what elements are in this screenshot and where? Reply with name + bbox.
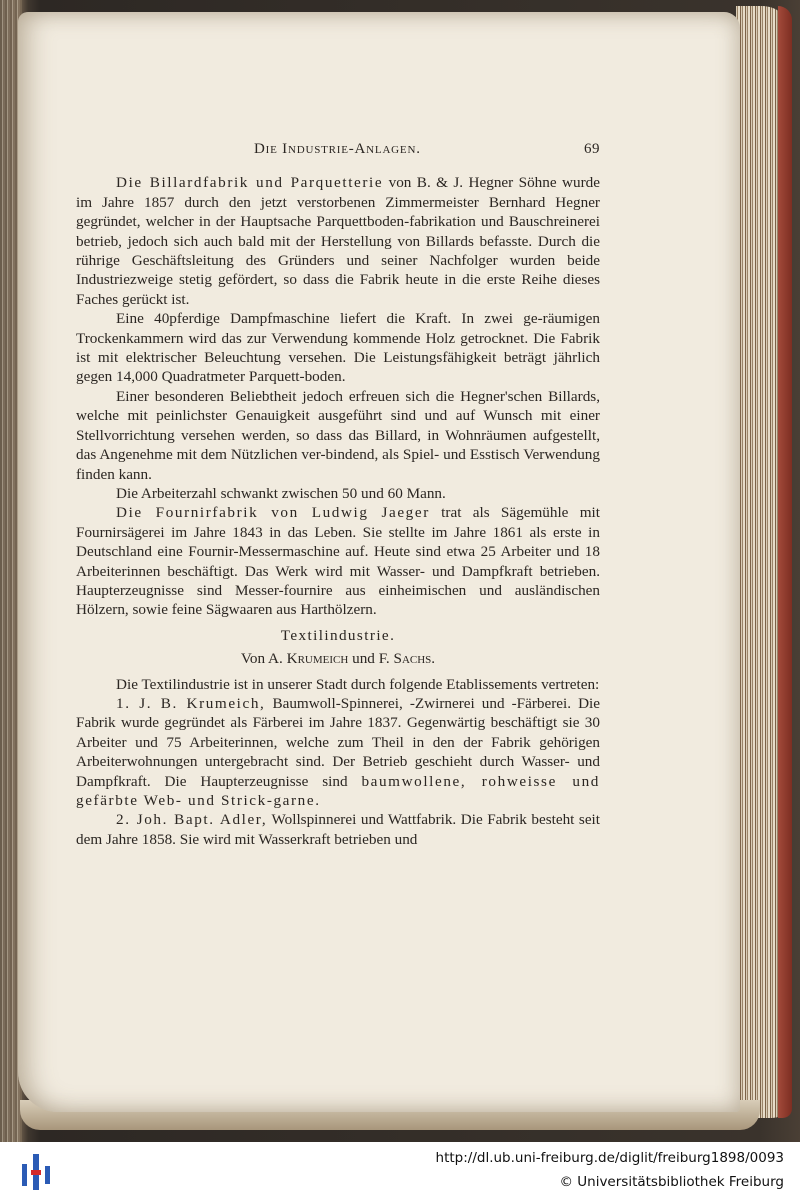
footer-bar xyxy=(0,1142,800,1199)
copyright-notice: © Universitätsbibliothek Freiburg xyxy=(559,1174,784,1190)
page-number: 69 xyxy=(584,141,600,157)
paragraph-text: von B. & J. Hegner Söhne wurde im Jahre 1857 durch den jetzt verstorbenen Zimmermeister Bernhard Hegner gegründet, welcher in der Hauptsache Parquettboden-fabrikation und Bauschreinerei betrieb, jedoch sich auch bald mit der Herstellung von Billards befasste. Durch die rührige Geschäftsleitung des Gründers und seiner Nachfolger wurden beide Industriezweige stetig gefördert, so dass die Fabrik heute in die erste Reihe dieses Faches gerückt ist. xyxy=(76,174,600,308)
paragraph-tail: baumwollene, rohweisse und gefärbte Web- und Strick-garne. xyxy=(76,772,600,809)
book-page-edges xyxy=(736,6,792,1118)
paragraph-text: Eine 40pferdige Dampfmaschine liefert die Kraft. In zwei ge-räumigen Trockenkammern wird das zur Verwendung kommende Holz getrocknet. Die Fabrik ist mit elektrischer Beleuchtung versehen. Die Leistungsfähigkeit beträgt jährlich gegen 14,000 Quadratmeter Parquett-boden. xyxy=(76,310,600,386)
paragraph xyxy=(76,309,600,387)
paragraph xyxy=(76,387,600,484)
paragraph-lead: Die Billardfabrik und Parquetterie xyxy=(116,174,384,192)
byline-mid: und F. xyxy=(348,650,394,668)
paragraph xyxy=(76,694,600,810)
paragraph xyxy=(76,675,600,694)
source-url-link[interactable]: http://dl.ub.uni-freiburg.de/diglit/freiburg1898/0093 xyxy=(435,1150,784,1166)
running-header xyxy=(254,140,600,159)
paragraph-text: Baumwoll-Spinnerei, -Zwirnerei und -Färberei. Die Fabrik wurde gegründet als Färberei im Jahre 1837. Gegenwärtig beschäftigt sie 30 Arbeiter und 75 Arbeiterinnen, welche zum Theil in den der Fabrik gehörigen Arbeiterwohnungen untergebracht sind. Der Betrieb geschieht durch Wasser- und Dampfkraft. Die Haupterzeugnisse sind xyxy=(76,694,600,790)
paragraph xyxy=(76,173,600,309)
paragraph-lead: 1. J. B. Krumeich, xyxy=(116,694,266,712)
byline-prefix: Von A. xyxy=(240,650,287,668)
university-library-logo-icon xyxy=(18,1152,54,1192)
paragraph-text: Einer besonderen Beliebtheit jedoch erfreuen sich die Hegner'schen Billards, welche mit peinlichster Genauigkeit ausgeführt sind und auf Wunsch mit einer Stellvorrichtung versehen werden, so dass das Billard, in Wohnräumen aufgestellt, das Angenehme mit dem Nützlichen ver-bindend, als Spiel- und Esstisch Verwendung finden kann. xyxy=(76,387,600,483)
page-content xyxy=(76,140,600,849)
paragraph xyxy=(76,810,600,849)
paragraph-text: Die Arbeiterzahl schwankt zwischen 50 und 60 Mann. xyxy=(116,484,446,502)
paragraph-text: trat als Sägemühle mit Fournirsägerei im Jahre 1843 in das Leben. Sie stellte im Jahre 1861 als erste in Deutschland eine Fournir-Messermaschine auf. Heute sind etwa 25 Arbeiter und 18 Arbeiterinnen beschäftigt. Das Werk wird mit Wasser- und Dampfkraft betrieben. Haupterzeugnisse sind Messer-fournire aus einheimischen und ausländischen Hölzern, sowie feine Sägwaaren aus Harthölzern. xyxy=(76,504,600,619)
paragraph-lead: Die Fournirfabrik von Ludwig Jaeger xyxy=(116,504,430,522)
paragraph xyxy=(76,484,600,503)
running-title: Die Industrie-Anlagen. xyxy=(254,141,421,157)
paragraph-text: Wollspinnerei und Wattfabrik. Die Fabrik besteht seit dem Jahre 1858. Sie wird mit Wasserkraft betrieben und xyxy=(76,811,600,848)
section-title: Textilindustrie. xyxy=(280,626,396,644)
paragraph-lead: 2. Joh. Bapt. Adler, xyxy=(116,811,268,829)
byline-author: Sachs. xyxy=(393,650,436,668)
section-byline xyxy=(76,649,600,668)
paragraph-text: Die Textilindustrie ist in unserer Stadt durch folgende Etablissements vertreten: xyxy=(116,675,600,693)
paragraph xyxy=(76,503,600,619)
byline-author: Krumeich xyxy=(286,650,349,668)
